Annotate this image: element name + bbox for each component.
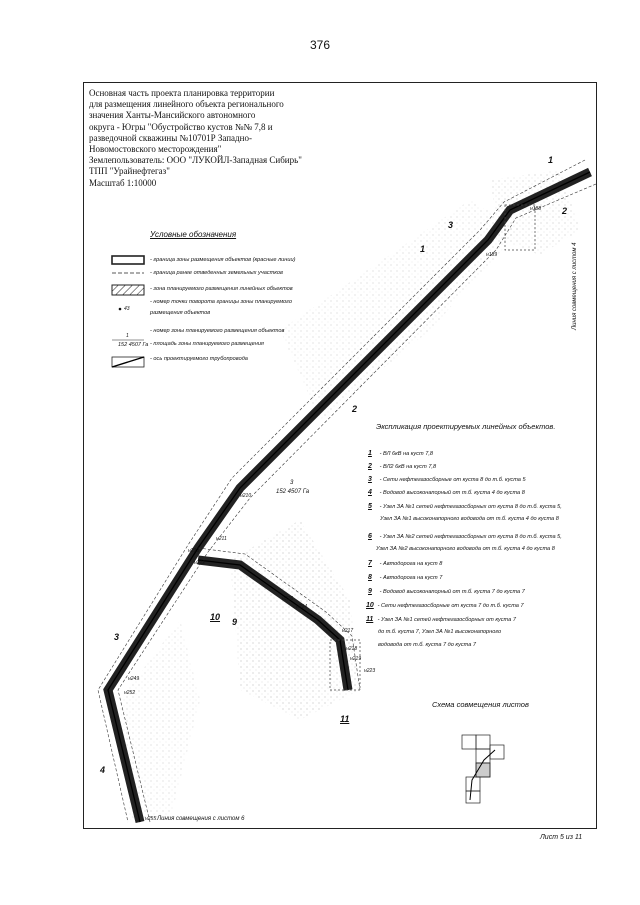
legend-symbol-point (119, 308, 122, 311)
zone-number: 3 (290, 480, 294, 486)
terrain-area (230, 520, 360, 720)
object-label: 10 (210, 612, 221, 622)
header-line: Основная часть проекта планировка территории (89, 88, 275, 98)
object-label: 3 (114, 632, 120, 642)
object-label: 2 (562, 206, 568, 216)
explication-item: 10 - Сети нефтегазосборные от куста 7 до т.б. куста 7 (366, 602, 524, 609)
legend-symbol-zone (112, 285, 144, 295)
header-line: округа - Югры "Обустройство кустов №№ 7,8 и (89, 121, 273, 132)
explication-item: 11 - Узел ЗА №1 сетей нефтегазосборных от куста 7 (366, 616, 516, 623)
explication-item: 8 - Автодорога на куст 7 (368, 574, 443, 581)
sheet-label: Лист 5 из 11 (540, 834, 583, 841)
object-label: 4 (100, 765, 106, 775)
explication-item: 5 - Узел ЗА №1 сетей нефтегазосборных от куста 8 до т.б. куста 5, (368, 503, 562, 510)
object-label: 9 (232, 617, 238, 627)
explication-item: 4 - Водовод высоконапорный от т.б. куста 4 до куста 8 (368, 489, 525, 496)
turning-point: н188 (530, 206, 542, 212)
explication-item: 3 - Сети нефтегазосборные от куста 8 до т.б. куста 5 (368, 476, 526, 483)
turning-point: н210 (240, 493, 252, 499)
object-label: 2 (352, 404, 358, 414)
header-line: значения Ханты-Мансийского автономного (89, 110, 256, 121)
legend-sample-zone-num: 1 (126, 333, 129, 339)
turning-point: н211 (216, 536, 227, 542)
explication-item: Узел ЗА №2 высоконапорного водовода от т.б. куста 4 до куста 8 (376, 546, 555, 552)
zone-area: 152 4507 Га (276, 489, 310, 495)
explication-item: 2 - ВЛ2 6кВ на куст 7,8 (368, 463, 437, 470)
header-line: Землепользователь: ООО "ЛУКОЙЛ-Западная Сибирь" (89, 155, 302, 166)
sheet-alignment-scheme (462, 735, 504, 803)
legend-sample-point: 43 (124, 306, 130, 312)
legend-title: Условные обозначения (150, 230, 237, 239)
turning-point: н213 (188, 548, 200, 554)
object-label: 1 (420, 244, 426, 254)
turning-point: н255 (145, 816, 157, 822)
turning-point: н252 (124, 690, 136, 696)
explication-title: Экспликация проектируемых линейных объектов. (376, 422, 556, 431)
object-label: 1 (548, 155, 554, 165)
turning-point: н249 (128, 676, 140, 682)
header-line: разведочной скважины №10701Р Западно- (89, 132, 252, 143)
header-line: ТПП "Урайнефтегаз" (89, 166, 170, 177)
explication-item: 1 - ВЛ 6кВ на куст 7,8 (368, 450, 433, 457)
explication-item: 7 - Автодорога на куст 8 (368, 560, 443, 567)
turning-point: н216 (282, 596, 294, 602)
turning-point: н212 (194, 560, 206, 566)
turning-point: н214 (296, 604, 308, 610)
turning-point: н219 (350, 656, 362, 662)
turning-point: н218 (346, 646, 358, 652)
object-label: 3 (448, 220, 454, 230)
explication-item: водовода от т.б. куста 7 до куста 7 (378, 642, 477, 648)
legend-symbol-red-line (112, 256, 144, 264)
explication-item: 9 - Водовод высоконапорный от т.б. куста 7 до куста 7 (368, 588, 525, 595)
object-label: 11 (340, 714, 350, 724)
page-number: 376 (309, 38, 331, 52)
explication-item: 6 - Узел ЗА №2 сетей нефтегазосборных от куста 8 до т.б. куста 5, (368, 533, 562, 540)
alignment-line-bottom-label: Линия совмещения с листом 6 (157, 816, 245, 822)
turning-point: н217 (342, 628, 354, 634)
explication-item: Узел ЗА №1 высоконапорного водовода от т.б. куста 4 до куста 8 (380, 516, 559, 522)
scheme-title: Схема совмещения листов (432, 700, 529, 709)
legend-sample-area: 152 4507 Га (118, 342, 149, 348)
turning-point: н223 (364, 668, 376, 674)
explication-item: до т.б. куста 7, Узел ЗА №1 высоконапорного (378, 629, 502, 635)
turning-point: н189 (486, 252, 498, 258)
header-line: для размещения линейного объекта регионального (89, 99, 284, 110)
header-line: Масштаб 1:10000 (89, 177, 157, 188)
alignment-line-right-label: Линия совмещения с листом 4 (572, 242, 578, 330)
header-line: Новомостовского месторождения" (89, 144, 222, 155)
